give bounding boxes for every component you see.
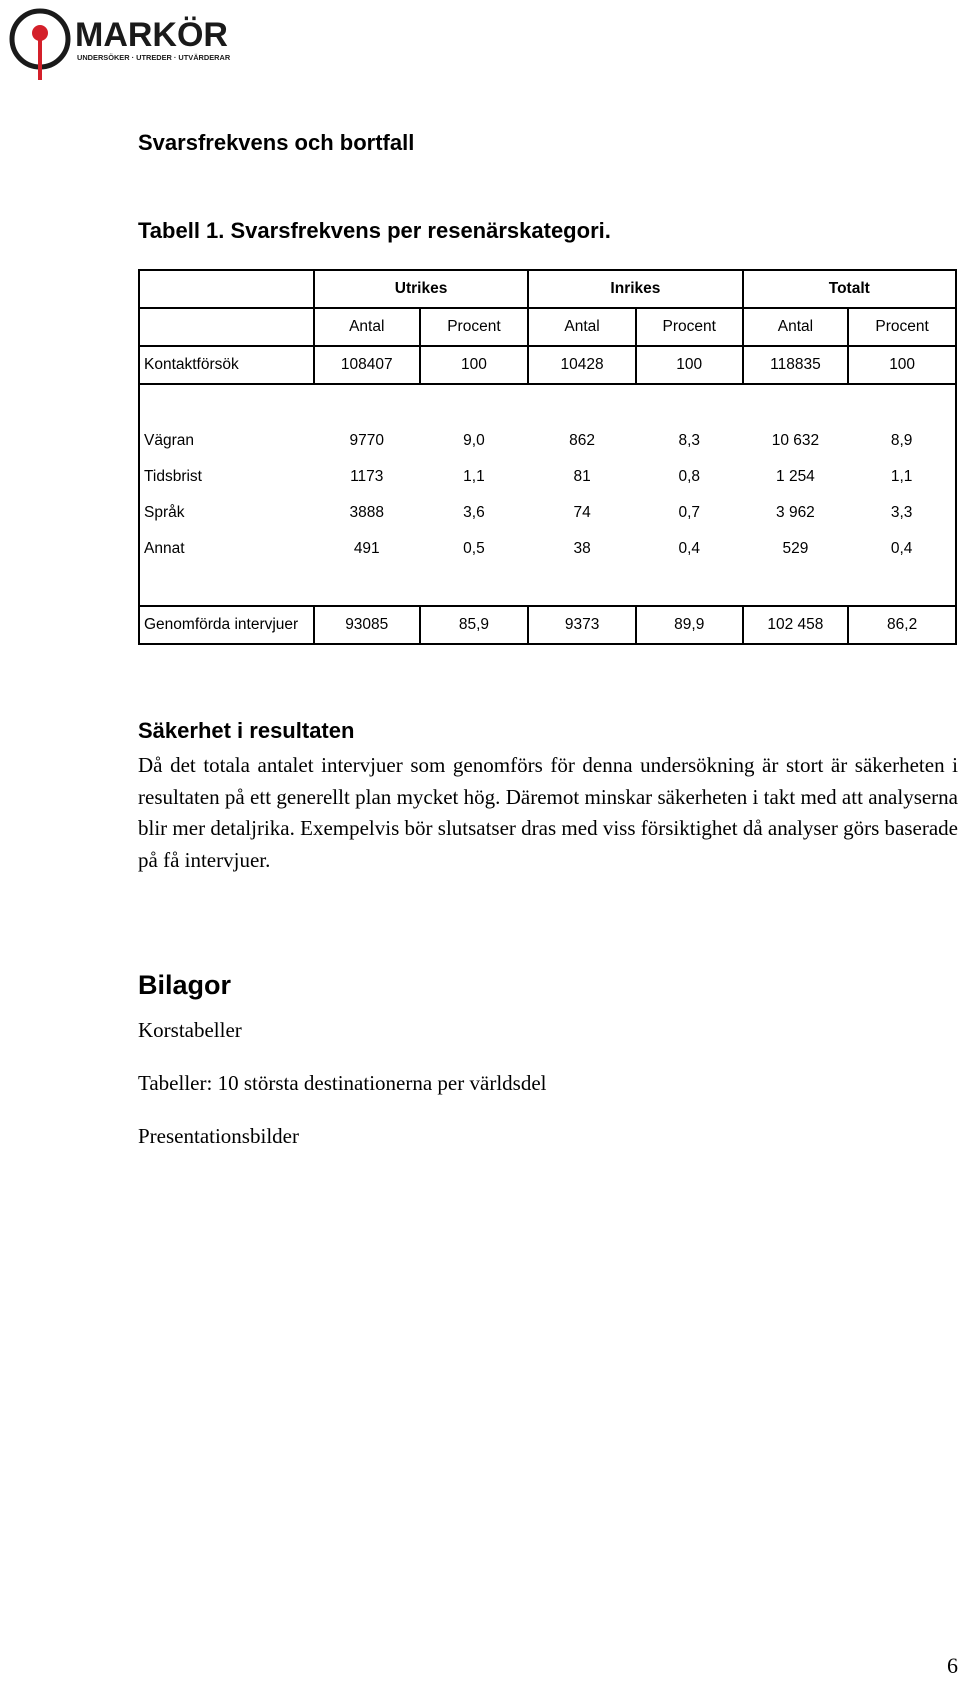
table-row-vagran <box>139 423 956 459</box>
table-cell: 9,0 <box>463 432 485 449</box>
table-cell: 8,3 <box>678 432 701 449</box>
table-cell: 100 <box>420 346 529 384</box>
markor-logo <box>5 4 235 80</box>
table-cell: 86,2 <box>848 606 956 644</box>
subheader-cell: Procent <box>636 308 743 346</box>
table-cell: 108407 <box>314 346 420 384</box>
logo-tagline: UNDERSÖKER · UTREDER · UTVÄRDERAR <box>77 53 231 62</box>
table-cell: 0,5 <box>463 540 485 557</box>
table-cell: 1 254 <box>776 468 815 485</box>
subheader-cell: Procent <box>420 308 529 346</box>
table-cell: 529 <box>782 540 809 557</box>
row-label: Tidsbrist <box>139 459 314 495</box>
table-cell: 100 <box>636 346 743 384</box>
table-cell: 38 <box>573 540 591 557</box>
sakerhet-heading: Säkerhet i resultaten <box>138 718 355 743</box>
spacer-cell <box>848 384 956 423</box>
table-row-genomforda <box>139 606 956 644</box>
table-cell: 0,7 <box>678 504 701 521</box>
logo-wordmark: MARKÖR <box>75 16 228 54</box>
table-subheader-row <box>139 308 956 346</box>
logo-dot <box>32 25 48 41</box>
table-cell: 102 458 <box>743 606 849 644</box>
table-cell: 3,3 <box>848 495 956 531</box>
table-caption: Tabell 1. Svarsfrekvens per resenärskategori. <box>138 218 611 243</box>
table-cell: 862 <box>569 432 596 449</box>
table-cell: 0,8 <box>678 468 701 485</box>
table-cell: 0,4 <box>848 531 956 567</box>
response-rate-table <box>138 269 957 645</box>
table-cell: 74 <box>573 504 591 521</box>
table-cell: 85,9 <box>420 606 529 644</box>
sakerhet-paragraph: Då det totala antalet intervjuer som genomförs för denna undersökning är stort är säkerheten i resultaten på ett generellt plan mycket hög. Däremot minskar säkerheten i takt med att analyserna blir mer detaljrika. Exempelvis bör slutsatser dras med viss försiktighet då analyser görs baserade på få intervjuer. <box>138 753 958 872</box>
page-number: 6 <box>947 1653 958 1678</box>
row-label: Kontaktförsök <box>139 346 314 384</box>
subheader-cell: Antal <box>314 308 420 346</box>
table-spacer-row <box>139 567 956 606</box>
table-cell: 100 <box>848 346 956 384</box>
table-spacer-row <box>139 384 956 423</box>
row-label: Vägran <box>139 423 314 459</box>
table-cell: 81 <box>573 468 591 485</box>
table-cell: 491 <box>353 540 380 557</box>
table-cell: 3 962 <box>776 504 815 521</box>
table-cell: 10428 <box>528 346 636 384</box>
row-label: Språk <box>139 495 314 531</box>
table-row-kontaktforsok <box>139 346 956 384</box>
subheader-cell: Antal <box>528 308 636 346</box>
row-label: Genomförda intervjuer <box>139 606 314 644</box>
table-cell: 3,6 <box>463 504 485 521</box>
table-cell: 3888 <box>349 504 384 521</box>
row-label: Annat <box>139 531 314 567</box>
subheader-cell: Procent <box>848 308 956 346</box>
spacer-cell <box>139 567 848 606</box>
bilaga-item: Tabeller: 10 största destinationerna per världsdel <box>138 1071 547 1095</box>
table-cell: 93085 <box>314 606 420 644</box>
bilagor-heading: Bilagor <box>138 970 232 1000</box>
table-cell: 9770 <box>349 432 384 449</box>
table-row-sprak <box>139 495 956 531</box>
table-cell: 1173 <box>350 468 384 485</box>
table-cell: 8,9 <box>848 423 956 459</box>
table-cell: 0,4 <box>678 540 701 557</box>
group-header-totalt: Totalt <box>743 270 956 308</box>
section-title: Svarsfrekvens och bortfall <box>138 130 415 155</box>
table-cell: 9373 <box>528 606 636 644</box>
table-cell: 10 632 <box>771 432 820 449</box>
table-group-header-row <box>139 270 956 308</box>
spacer-cell <box>848 567 956 606</box>
table-cell: 118835 <box>743 346 849 384</box>
spacer-cell <box>139 384 848 423</box>
group-header-inrikes: Inrikes <box>528 270 742 308</box>
bilaga-item: Presentationsbilder <box>138 1124 299 1148</box>
table-corner-cell <box>139 308 314 346</box>
group-header-utrikes: Utrikes <box>314 270 528 308</box>
table-cell: 89,9 <box>636 606 743 644</box>
table-cell: 1,1 <box>463 468 485 485</box>
table-corner-cell <box>139 270 314 308</box>
bilaga-item: Korstabeller <box>138 1018 242 1042</box>
table-row-tidsbrist <box>139 459 956 495</box>
table-row-annat <box>139 531 956 567</box>
table-cell: 1,1 <box>848 459 956 495</box>
subheader-cell: Antal <box>743 308 849 346</box>
